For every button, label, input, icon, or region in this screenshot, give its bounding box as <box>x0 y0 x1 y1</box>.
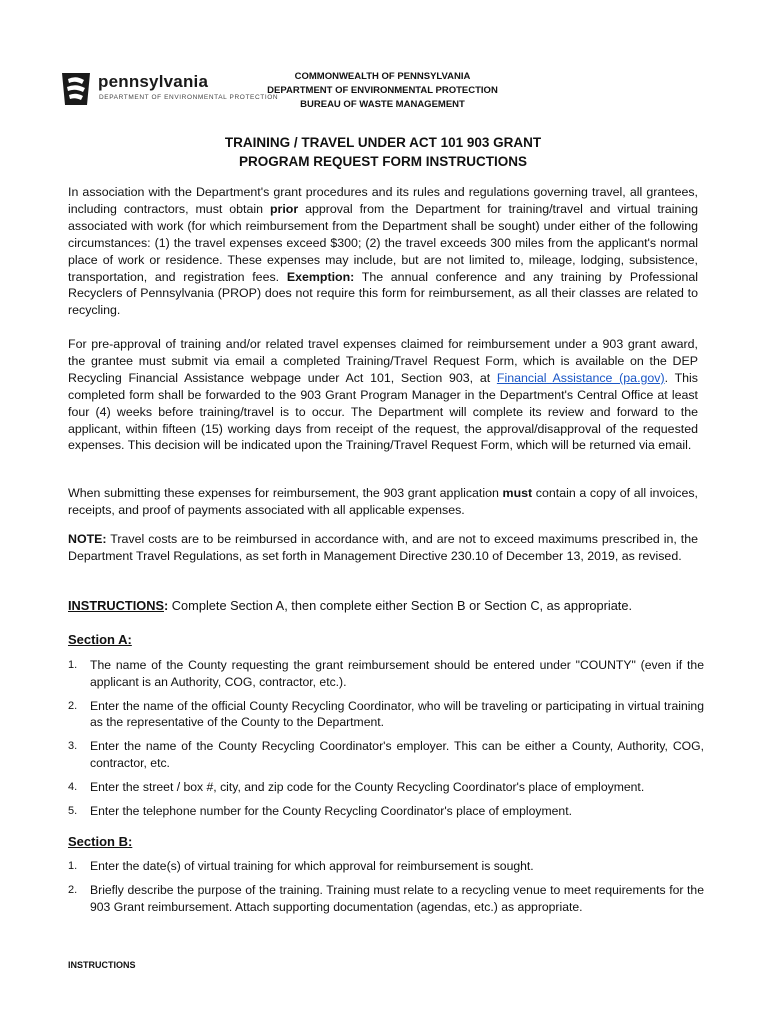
list-item-text: Enter the street / box #, city, and zip code for the County Recycling Coordinator's place of employment. <box>90 779 645 794</box>
list-item <box>68 803 704 820</box>
list-item <box>68 779 704 796</box>
list-item-number: 2. <box>68 883 78 896</box>
list-item-number: 5. <box>68 804 78 817</box>
list-item-text: Enter the name of the County Recycling Coordinator's employer. This can be either a County, Authority, COG, contractor, etc. <box>90 739 704 770</box>
list-item-number: 4. <box>68 780 78 793</box>
agency-line-2: DEPARTMENT OF ENVIRONMENTAL PROTECTION <box>267 85 498 96</box>
preapproval-text-continued: . This completed form shall be forwarded to the 903 Grant Program Manager in the Department's Central Office at least four (4) weeks before training/travel is to occur. The Department will complete its review and forward to the applicant, within fifteen (15) working days from receipt of the request, the approval/disapproval of the requested expenses. This decision will be indicated upon the Training/Travel Request Form, which will be returned via email. <box>68 370 698 453</box>
section-b-colon: : <box>127 834 133 849</box>
list-item-number: 3. <box>68 740 78 753</box>
preapproval-text: For pre-approval of training and/or related travel expenses claimed for reimbursement under a 903 grant award, the grantee must submit via email a completed Training/Travel Request Form, which is available on the DEP Recycling Financial Assistance webpage under Act 101, Section 903, at <box>68 337 698 385</box>
instructions-paragraph <box>68 598 698 615</box>
agency-line-1: COMMONWEALTH OF PENNSYLVANIA <box>294 71 471 82</box>
preapproval-paragraph <box>68 336 698 454</box>
list-item-number: 1. <box>68 860 78 872</box>
reimbursement-paragraph <box>68 485 698 519</box>
title-line-2: PROGRAM REQUEST FORM INSTRUCTIONS <box>238 154 527 169</box>
list-item-text: Briefly describe the purpose of the training. Training must relate to a recycling venue to meet requirements for the 903 Grant reimbursement. Attach supporting documentation (agendas, etc.) as appropriate. <box>90 882 704 914</box>
prior-emphasis: prior <box>269 201 299 216</box>
list-item-number: 1. <box>68 659 78 671</box>
logo-subtitle: DEPARTMENT OF ENVIRONMENTAL PROTECTION <box>99 94 279 101</box>
list-item-text: The name of the County requesting the grant reimbursement should be entered under "COUNTY" (even if the applicant is an Authority, COG, contractor, etc.). <box>90 658 704 689</box>
section-a-heading <box>68 632 132 647</box>
logo-wordmark: pennsylvania <box>98 72 209 91</box>
section-a-list <box>68 657 704 826</box>
agency-heading <box>250 70 515 112</box>
note-paragraph <box>68 531 698 565</box>
list-item-text: Enter the telephone number for the County Recycling Coordinator's place of employment. <box>90 803 572 818</box>
list-item-text: Enter the date(s) of virtual training for which approval for reimbursement is sought. <box>90 859 534 873</box>
reimbursement-text-continued: contain a copy of all invoices, receipts, and proof of payments associated with all applicable expenses. <box>68 486 698 517</box>
intro-text: In association with the Department's grant procedures and its rules and regulations governing travel, all grantees, including contractors, must obtain <box>68 185 698 216</box>
instructions-label: INSTRUCTIONS <box>68 598 164 613</box>
instructions-text: Complete Section A, then complete either Section B or Section C, as appropriate. <box>168 598 633 613</box>
instructions-colon: : <box>163 598 169 613</box>
title-line-1: TRAINING / TRAVEL UNDER ACT 101 903 GRANT <box>224 135 542 150</box>
list-item <box>68 882 704 916</box>
exemption-label: Exemption: <box>286 269 355 284</box>
intro-text-continued: approval from the Department for training/travel and virtual training associated with work (for which reimbursement from the Department shall be sought) under either of the following circumstances: (1) the travel expenses exceed $300; (2) the travel exceeds 300 miles from the applicant's normal place of work or residence. These expenses may include, but are not limited to, mileage, lodging, subsistence, transportation, and registration fees. <box>68 201 698 284</box>
pennsylvania-logo <box>58 70 279 108</box>
financial-assistance-link[interactable]: Financial Assistance (pa.gov) <box>496 370 665 385</box>
section-a-title: Section A <box>68 632 128 647</box>
list-item <box>68 698 704 732</box>
section-a-colon: : <box>127 632 132 647</box>
intro-paragraph <box>68 184 698 319</box>
section-b-list <box>68 858 704 922</box>
section-b-heading <box>68 834 132 849</box>
reimbursement-text: When submitting these expenses for reimbursement, the 903 grant application <box>68 486 503 500</box>
list-item <box>68 858 704 875</box>
list-item <box>68 657 704 691</box>
agency-line-3: BUREAU OF WASTE MANAGEMENT <box>300 99 465 110</box>
note-text: Travel costs are to be reimbursed in accordance with, and are not to exceed maximums prescribed in, the Department Travel Regulations, as set forth in Management Directive 230.10 of December 13, 2019, as revised. <box>68 532 698 563</box>
list-item-text: Enter the name of the official County Recycling Coordinator, who will be traveling or participating in virtual training as the representative of the County to the Department. <box>90 698 704 730</box>
list-item-number: 2. <box>68 699 78 712</box>
list-item <box>68 738 704 772</box>
must-emphasis: must <box>502 486 533 500</box>
section-b-title: Section B <box>68 834 128 849</box>
keystone-logo-icon <box>58 70 94 108</box>
document-title <box>68 133 698 171</box>
exemption-text: The annual conference and any training by Professional Recyclers of Pennsylvania (PROP) does not require this form for reimbursement, as all their classes are related to recycling. <box>68 269 699 318</box>
page-footer-label: INSTRUCTIONS <box>68 960 136 970</box>
note-label: NOTE: <box>68 532 107 546</box>
